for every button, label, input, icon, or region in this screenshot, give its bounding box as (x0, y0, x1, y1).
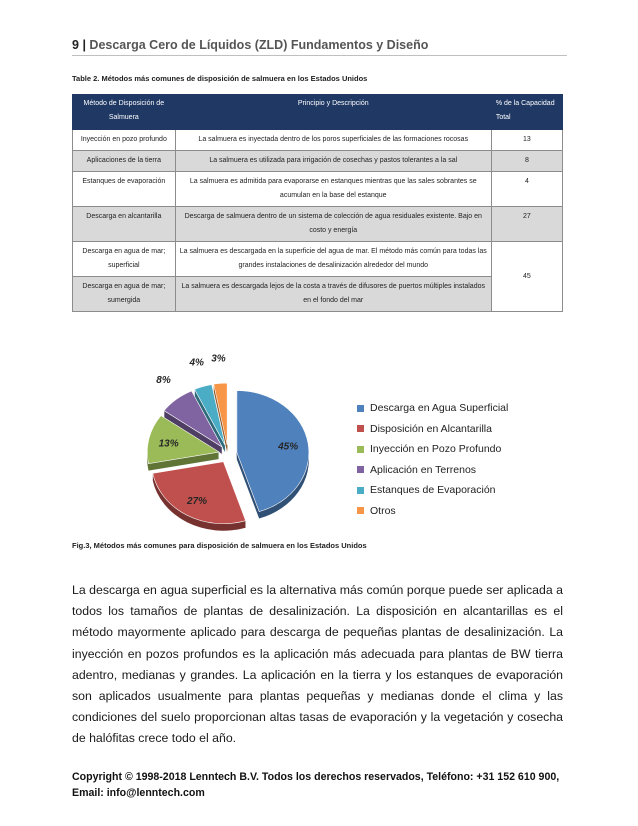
legend-swatch (357, 466, 364, 473)
description-cell: La salmuera es utilizada para irrigación de cosechas y pastos tolerantes a la sal (175, 151, 491, 172)
table-row (73, 207, 563, 242)
chart-legend (357, 398, 508, 521)
pie-data-label: 13% (158, 438, 179, 450)
percent-cell: 27 (491, 207, 562, 242)
legend-label: Descarga en Agua Superficial (370, 402, 509, 415)
percent-cell: 13 (491, 130, 562, 151)
legend-swatch (357, 446, 364, 453)
legend-label: Disposición en Alcantarilla (370, 422, 492, 435)
figure-caption: Fig.3, Métodos más comunes para disposición de salmuera en los Estados Unidos (72, 541, 367, 550)
page-header (72, 38, 567, 52)
table-header-row (73, 95, 563, 130)
legend-label: Otros (370, 504, 396, 517)
legend-swatch (357, 487, 364, 494)
disposal-pie-chart (130, 353, 350, 532)
legend-entry (357, 480, 508, 501)
method-cell: Inyección en pozo profundo (73, 130, 176, 151)
description-cell: La salmuera es admitida para evaporarse en estanques mientras que las sales sobrantes se acumulan en la base del estanque (175, 172, 491, 207)
percent-cell: 4 (491, 172, 562, 207)
description-cell: La salmuera es descargada lejos de la costa a través de difusores de puertos múltiples instalados en el fondo del mar (175, 277, 491, 312)
legend-swatch (357, 405, 364, 412)
legend-swatch (357, 425, 364, 432)
method-cell: Descarga en agua de mar; superficial (73, 242, 176, 277)
pie-slice (153, 462, 246, 524)
method-cell: Descarga en agua de mar; sumergida (73, 277, 176, 312)
table-row (73, 130, 563, 151)
pie-data-label: 3% (211, 353, 226, 365)
page-footer (72, 769, 567, 801)
contact-email: Email: info@lenntech.com (72, 787, 205, 799)
copyright-line: Copyright © 1998-2018 Lenntech B.V. Todos los derechos reservados, Teléfono: +31 152 610 900, (72, 771, 560, 783)
pie-data-label: 27% (187, 496, 208, 508)
column-header-description: Principio y Descripción (175, 95, 491, 130)
body-paragraph: La descarga en agua superficial es la alternativa más común porque puede ser aplicada a todos los tamaños de plantas de desalinización. La disposición en alcantarillas es el método mayormente aplicado para descarga de pequeñas plantas de desalinización. La inyección en pozos profundos es la aplicación más adecuada para plantas de BW tierra adentro, medianas y grandes. La aplicación en la tierra y los estanques de evaporación son aplicados usualmente para plantas pequeñas y medianas donde el clima y las condiciones del suelo proporcionan altas tasas de evaporación y la vegetación y cosecha de halófitas crece todo el año. (72, 583, 563, 746)
method-cell: Estanques de evaporación (73, 172, 176, 207)
legend-label: Aplicación en Terrenos (370, 463, 477, 476)
table-row (73, 277, 563, 312)
method-cell: Descarga en alcantarilla (73, 207, 176, 242)
legend-entry (357, 439, 508, 460)
percent-cell-merged: 45 (491, 242, 562, 312)
legend-entry (357, 419, 508, 440)
brine-disposal-table (72, 94, 563, 312)
method-cell: Aplicaciones de la tierra (73, 151, 176, 172)
table-row (73, 151, 563, 172)
description-cell: Descarga de salmuera dentro de un sistema de colección de agua residuales existente. Bajo en costo y energía (175, 207, 491, 242)
column-header-method: Método de Disposición de Salmuera (73, 95, 176, 130)
header-separator: | (82, 38, 86, 52)
table-caption: Table 2. Métodos más comunes de disposición de salmuera en los Estados Unidos (72, 74, 368, 83)
pie-data-label: 4% (189, 357, 204, 369)
legend-label: Inyección en Pozo Profundo (370, 443, 502, 456)
legend-entry (357, 398, 508, 419)
legend-swatch (357, 507, 364, 514)
legend-entry (357, 501, 508, 522)
document-title: Descarga Cero de Líquidos (ZLD) Fundamentos y Diseño (89, 38, 429, 52)
percent-cell: 8 (491, 151, 562, 172)
table-row (73, 172, 563, 207)
page-number: 9 (72, 38, 79, 52)
legend-label: Estanques de Evaporación (370, 484, 496, 497)
description-cell: La salmuera es inyectada dentro de los poros superficiales de las formaciones rocosas (175, 130, 491, 151)
legend-entry (357, 460, 508, 481)
pie-data-label: 45% (278, 441, 299, 453)
column-header-percent: % de la Capacidad Total (491, 95, 562, 130)
table-row (73, 242, 563, 277)
description-cell: La salmuera es descargada en la superficie del agua de mar. El método más común para todas las grandes instalaciones de desalinización alrededor del mundo (175, 242, 491, 277)
header-divider (72, 55, 567, 56)
pie-data-label: 8% (156, 375, 171, 387)
